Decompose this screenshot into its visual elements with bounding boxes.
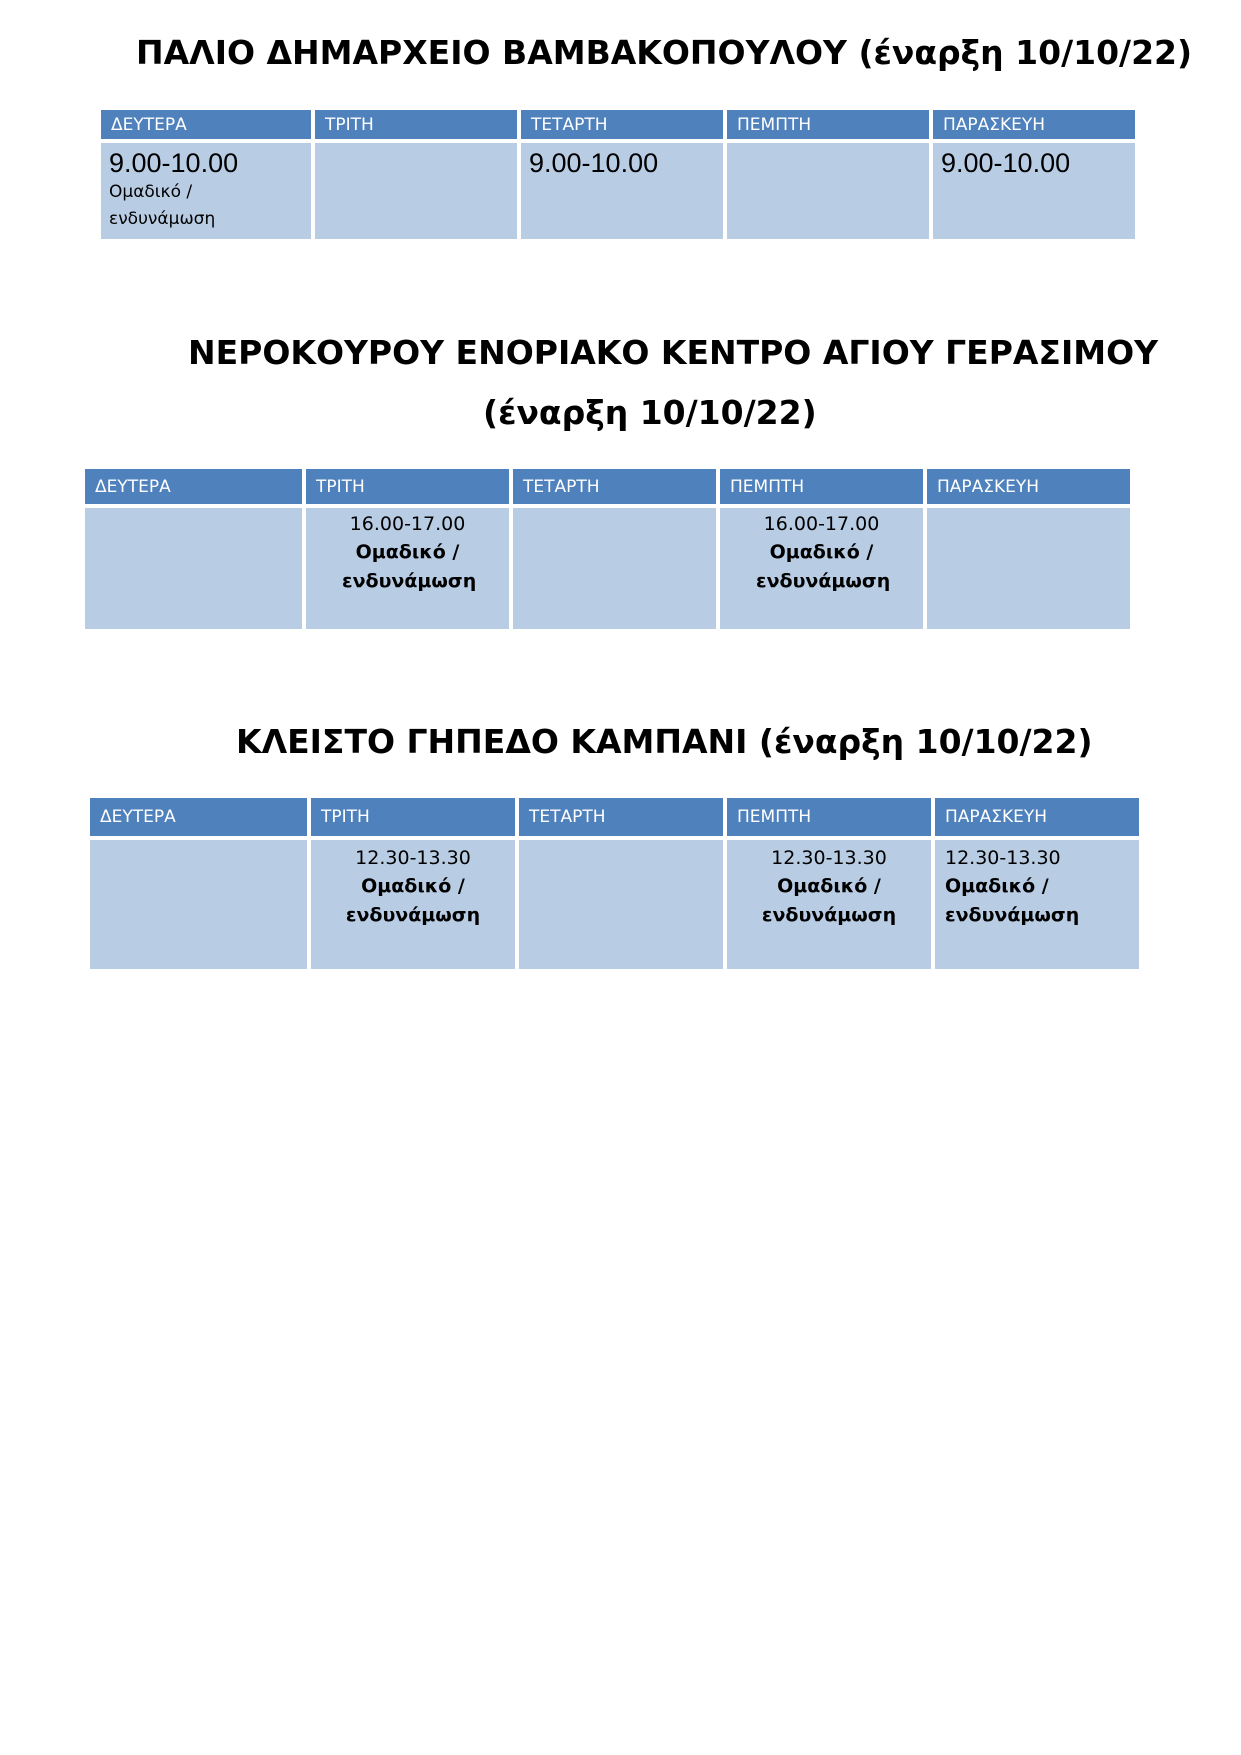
day-header-friday: ΠΑΡΑΣΚΕΥΗ bbox=[927, 469, 1130, 504]
schedule-cell-wednesday bbox=[513, 508, 716, 629]
section-2-title-line-1: ΝΕΡΟΚΟΥΡΟΥ ΕΝΟΡΙΑΚΟ ΚΕΝΤΡΟ ΑΓΙΟΥ ΓΕΡΑΣΙΜΟΥ bbox=[188, 333, 1159, 372]
schedule-cell-thursday bbox=[727, 840, 931, 969]
day-header-tuesday: ΤΡΙΤΗ bbox=[306, 469, 509, 504]
schedule-cell-wednesday bbox=[521, 143, 723, 239]
section-3-title: ΚΛΕΙΣΤΟ ΓΗΠΕΔΟ ΚΑΜΠΑΝΙ (έναρξη 10/10/22) bbox=[236, 722, 1093, 761]
session-activity: Ομαδικό / ενδυνάμωση bbox=[109, 182, 216, 229]
day-header-thursday: ΠΕΜΠΤΗ bbox=[727, 798, 931, 836]
session-time: 12.30-13.30 bbox=[355, 847, 471, 869]
session-time: 16.00-17.00 bbox=[349, 513, 466, 535]
session-time: 12.30-13.30 bbox=[945, 847, 1061, 869]
schedule-cell-friday bbox=[927, 508, 1130, 629]
day-header-monday: ΔΕΥΤΕΡΑ bbox=[85, 469, 302, 504]
schedule-cell-thursday bbox=[720, 508, 923, 629]
session-time: 9.00-10.00 bbox=[941, 148, 1071, 178]
day-header-monday: ΔΕΥΤΕΡΑ bbox=[101, 110, 311, 139]
schedule-cell-tuesday bbox=[306, 508, 509, 629]
session-activity: Ομαδικό / ενδυνάμωση bbox=[345, 875, 481, 926]
schedule-cell-wednesday bbox=[519, 840, 723, 969]
schedule-cell-tuesday bbox=[311, 840, 515, 969]
schedule-cell-monday bbox=[101, 143, 311, 239]
session-activity: Ομαδικό / ενδυνάμωση bbox=[945, 875, 1080, 926]
day-header-wednesday: ΤΕΤΑΡΤΗ bbox=[521, 110, 723, 139]
schedule-cell-friday bbox=[933, 143, 1135, 239]
session-time: 9.00-10.00 bbox=[109, 148, 239, 178]
session-activity: Ομαδικό / ενδυνάμωση bbox=[756, 541, 891, 592]
schedule-table-1 bbox=[101, 110, 1135, 239]
day-header-thursday: ΠΕΜΠΤΗ bbox=[727, 110, 929, 139]
schedule-cell-monday bbox=[85, 508, 302, 629]
section-2-title-line-2: (έναρξη 10/10/22) bbox=[483, 393, 817, 432]
schedule-cell-friday bbox=[935, 840, 1139, 969]
day-header-wednesday: ΤΕΤΑΡΤΗ bbox=[519, 798, 723, 836]
session-time: 9.00-10.00 bbox=[529, 148, 659, 178]
day-header-thursday: ΠΕΜΠΤΗ bbox=[720, 469, 923, 504]
day-header-wednesday: ΤΕΤΑΡΤΗ bbox=[513, 469, 716, 504]
day-header-monday: ΔΕΥΤΕΡΑ bbox=[90, 798, 307, 836]
schedule-table-3 bbox=[90, 798, 1139, 969]
day-header-tuesday: ΤΡΙΤΗ bbox=[315, 110, 517, 139]
section-1-title: ΠΑΛΙΟ ΔΗΜΑΡΧΕΙΟ ΒΑΜΒΑΚΟΠΟΥΛΟΥ (έναρξη 10/10/22) bbox=[136, 33, 1193, 72]
session-time: 12.30-13.30 bbox=[771, 847, 887, 869]
schedule-cell-tuesday bbox=[315, 143, 517, 239]
schedule-cell-thursday bbox=[727, 143, 929, 239]
session-activity: Ομαδικό / ενδυνάμωση bbox=[342, 541, 477, 592]
schedule-table-2 bbox=[85, 469, 1130, 629]
session-time: 16.00-17.00 bbox=[763, 513, 880, 535]
day-header-friday: ΠΑΡΑΣΚΕΥΗ bbox=[933, 110, 1135, 139]
schedule-cell-monday bbox=[90, 840, 307, 969]
day-header-friday: ΠΑΡΑΣΚΕΥΗ bbox=[935, 798, 1139, 836]
day-header-tuesday: ΤΡΙΤΗ bbox=[311, 798, 515, 836]
session-activity: Ομαδικό / ενδυνάμωση bbox=[761, 875, 897, 926]
